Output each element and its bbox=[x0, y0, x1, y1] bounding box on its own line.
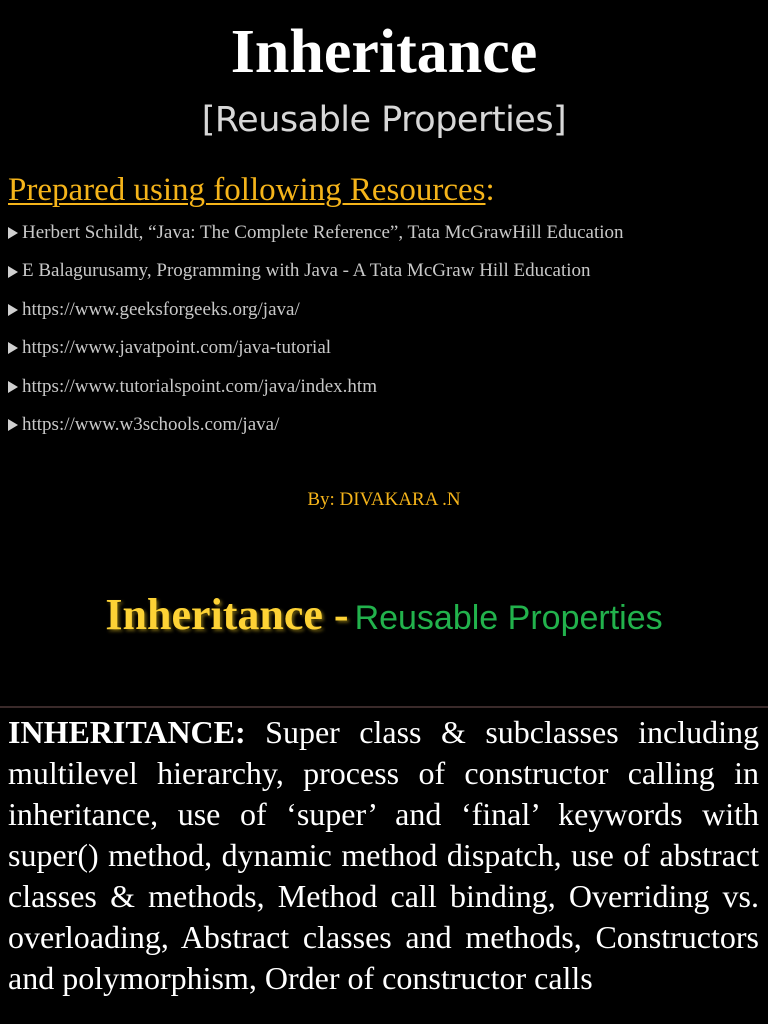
resource-link: https://www.javatpoint.com/java-tutorial bbox=[22, 337, 332, 359]
slide-subtitle: [Reusable Properties] bbox=[201, 100, 567, 140]
resources-heading-text: Prepared using following Resources bbox=[8, 172, 486, 208]
resources-heading-colon: : bbox=[485, 172, 495, 208]
resource-link: https://www.w3schools.com/java/ bbox=[22, 414, 280, 436]
resource-item bbox=[8, 368, 624, 406]
arrow-bullet-icon bbox=[8, 381, 18, 393]
resource-link: https://www.geeksforgeeks.org/java/ bbox=[22, 298, 300, 320]
arrow-bullet-icon bbox=[8, 342, 18, 354]
resource-link: https://www.tutorialspoint.com/java/index.htm bbox=[22, 375, 377, 397]
slide-title: Inheritance bbox=[230, 18, 538, 86]
section-title bbox=[0, 585, 768, 648]
syllabus-paragraph bbox=[8, 712, 759, 999]
resource-item bbox=[8, 406, 624, 444]
resource-item bbox=[8, 214, 624, 252]
resource-item bbox=[8, 329, 624, 367]
arrow-bullet-icon bbox=[8, 419, 18, 431]
resource-item bbox=[8, 252, 624, 290]
resource-text: Herbert Schildt, “Java: The Complete Reference”, Tata McGrawHill Education bbox=[22, 222, 624, 243]
resource-item bbox=[8, 291, 624, 329]
syllabus-text: Super class & subclasses including multilevel hierarchy, process of constructor calling in inheritance, use of ‘super’ and ‘final’ keywords with super() method, dynamic method dispatch, use of abstract classes & methods, Method call binding, Overriding vs. overloading, Abstract classes and methods, Constructors and polymorphism, Order of constructor calls bbox=[8, 714, 760, 996]
syllabus-label: INHERITANCE: bbox=[8, 714, 246, 750]
arrow-bullet-icon bbox=[8, 304, 18, 316]
resources-heading bbox=[8, 168, 495, 212]
arrow-bullet-icon bbox=[8, 227, 18, 239]
resource-text: E Balagurusamy, Programming with Java - A Tata McGraw Hill Education bbox=[22, 260, 591, 282]
arrow-bullet-icon bbox=[8, 266, 18, 278]
content-slide bbox=[0, 708, 768, 1024]
author-credit: By: DIVAKARA .N bbox=[307, 489, 461, 510]
section-title-sub: Reusable Properties bbox=[354, 599, 663, 637]
resources-list bbox=[8, 214, 624, 444]
section-title-main: Inheritance - bbox=[105, 590, 349, 639]
